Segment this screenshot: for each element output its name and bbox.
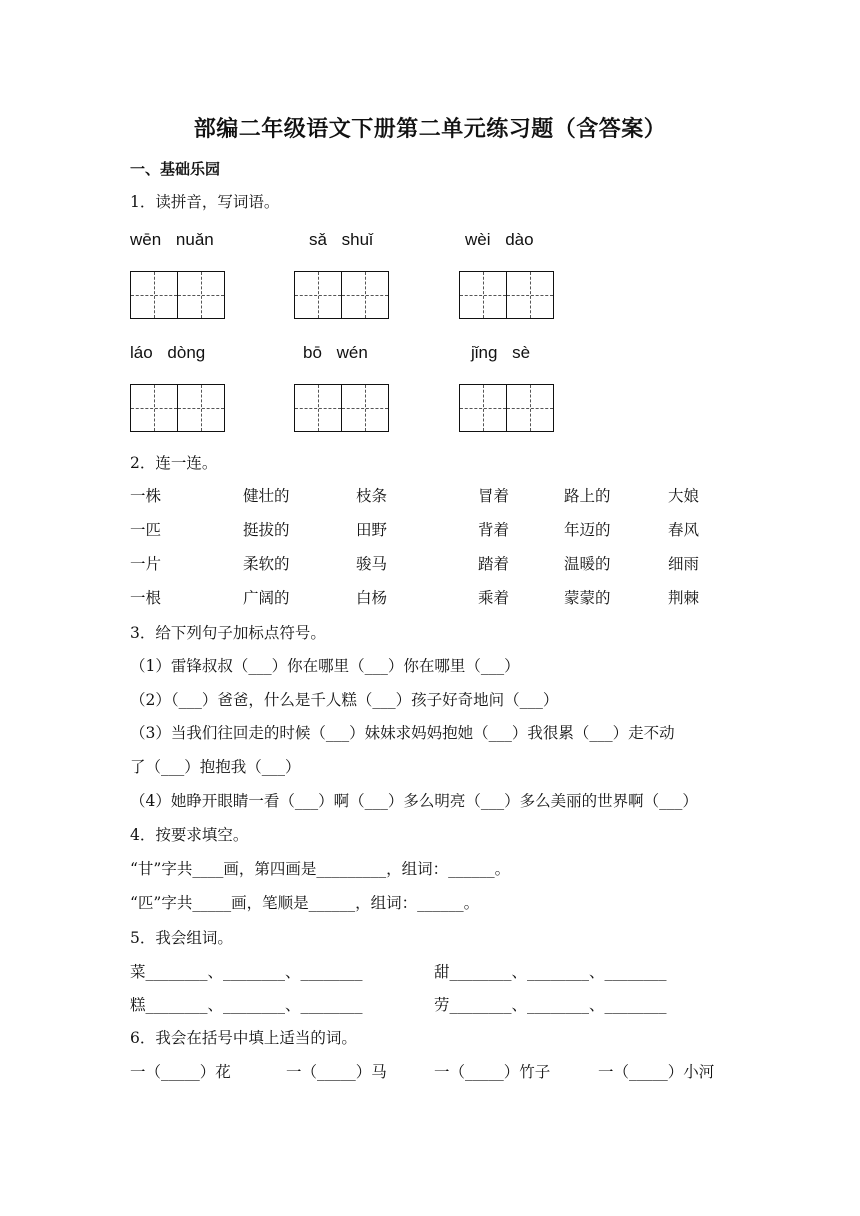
match-word[interactable]: 挺拔的 (243, 521, 290, 539)
match-word[interactable]: 田野 (356, 521, 388, 539)
pinyin-1: wēn nuǎn (130, 230, 214, 249)
match-word[interactable]: 冒着 (478, 487, 510, 505)
measure-word-item[interactable]: 一（_____）竹子 (434, 1063, 551, 1081)
pinyin-2: sǎ shuǐ (309, 230, 373, 249)
section-heading: 一、基础乐园 (130, 160, 221, 178)
page-title: 部编二年级语文下册第二单元练习题（含答案） (193, 116, 667, 142)
word-building-item[interactable]: 甜________、________、________ (434, 963, 667, 981)
match-word[interactable]: 枝条 (356, 487, 388, 505)
punctuation-line[interactable]: （2）（___）爸爸，什么是千人糕（___）孩子好奇地问（___） (130, 691, 559, 709)
writing-grid-4[interactable] (130, 384, 226, 432)
question-2-prompt: 2．连一连。 (130, 454, 218, 472)
punctuation-line[interactable]: 了（___）抱抱我（___） (130, 758, 301, 776)
match-word[interactable]: 一株 (130, 487, 162, 505)
match-word[interactable]: 一匹 (130, 521, 162, 539)
word-building-item[interactable]: 糕________、________、________ (130, 996, 363, 1014)
word-building-item[interactable]: 菜________、________、________ (130, 963, 363, 981)
word-building-item[interactable]: 劳________、________、________ (434, 996, 667, 1014)
writing-grid-5[interactable] (294, 384, 390, 432)
match-word[interactable]: 年迈的 (564, 521, 611, 539)
writing-grid-2[interactable] (294, 271, 390, 319)
pinyin-3: wèi dào (465, 230, 534, 249)
fill-line[interactable]: “匹”字共_____画，笔顺是______，组词：______。 (130, 894, 480, 912)
match-word[interactable]: 荆棘 (668, 589, 700, 607)
match-word[interactable]: 柔软的 (243, 555, 290, 573)
measure-word-item[interactable]: 一（_____）马 (286, 1063, 387, 1081)
match-word[interactable]: 路上的 (564, 487, 611, 505)
pinyin-4: láo dòng (130, 343, 206, 362)
match-word[interactable]: 骏马 (356, 555, 388, 573)
question-6-prompt: 6．我会在括号中填上适当的词。 (130, 1029, 357, 1047)
match-word[interactable]: 广阔的 (243, 589, 290, 607)
match-word[interactable]: 细雨 (668, 555, 700, 573)
pinyin-6: jǐng sè (471, 343, 531, 362)
punctuation-line[interactable]: （3）当我们往回走的时候（___）妹妹求妈妈抱她（___）我很累（___）走不动 (130, 724, 675, 742)
writing-grid-1[interactable] (130, 271, 226, 319)
match-word[interactable]: 一根 (130, 589, 162, 607)
match-word[interactable]: 踏着 (478, 555, 510, 573)
match-word[interactable]: 春风 (668, 521, 700, 539)
question-5-prompt: 5．我会组词。 (130, 929, 233, 947)
measure-word-item[interactable]: 一（_____）花 (130, 1063, 231, 1081)
match-word[interactable]: 白杨 (356, 589, 388, 607)
writing-grid-3[interactable] (459, 271, 555, 319)
punctuation-line[interactable]: （4）她睁开眼睛一看（___）啊（___）多么明亮（___）多么美丽的世界啊（___） (130, 792, 698, 810)
match-word[interactable]: 健壮的 (243, 487, 290, 505)
match-word[interactable]: 温暖的 (564, 555, 611, 573)
question-4-prompt: 4．按要求填空。 (130, 826, 249, 844)
match-word[interactable]: 大娘 (668, 487, 700, 505)
match-word[interactable]: 蒙蒙的 (564, 589, 611, 607)
question-1-prompt: 1．读拼音，写词语。 (130, 193, 280, 211)
writing-grid-6[interactable] (459, 384, 555, 432)
pinyin-5: bō wén (303, 343, 368, 362)
match-word[interactable]: 乘着 (478, 589, 510, 607)
punctuation-line[interactable]: （1）雷锋叔叔（___）你在哪里（___）你在哪里（___） (130, 657, 520, 675)
match-word[interactable]: 一片 (130, 555, 162, 573)
fill-line[interactable]: “甘”字共____画，第四画是_________，组词：______。 (130, 860, 511, 878)
measure-word-item[interactable]: 一（_____）小河 (598, 1063, 715, 1081)
match-word[interactable]: 背着 (478, 521, 510, 539)
question-3-prompt: 3．给下列句子加标点符号。 (130, 624, 326, 642)
